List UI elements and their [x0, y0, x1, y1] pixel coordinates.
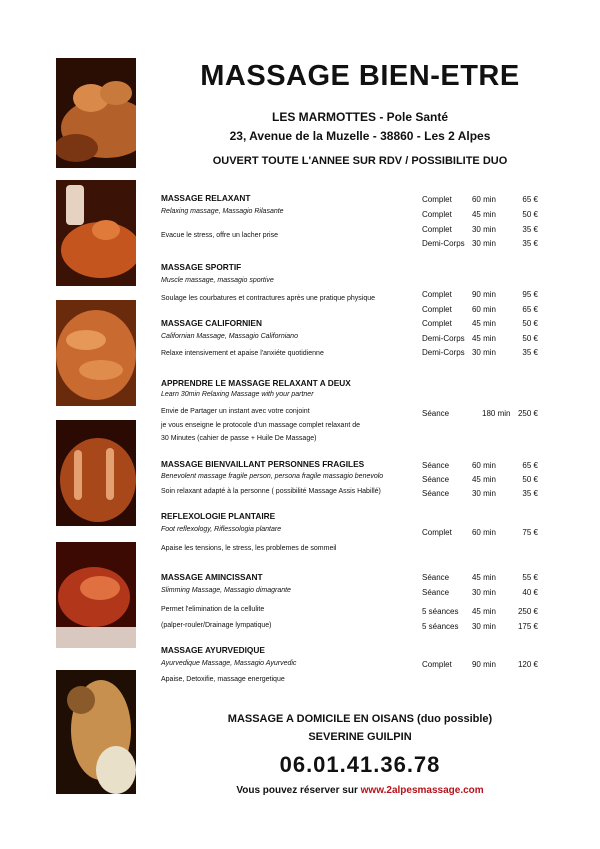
- price-duration: 30 min: [471, 622, 496, 631]
- service-title-fragiles: MASSAGE BIENVAILLANT PERSONNES FRAGILES: [161, 459, 365, 469]
- phone-number: 06.01.41.36.78: [279, 752, 441, 777]
- price-duration: 45 min: [471, 334, 496, 343]
- page-title: MASSAGE BIEN-ETRE: [200, 60, 520, 92]
- photo-hands-massage: [56, 300, 136, 406]
- service-title-sportif: MASSAGE SPORTIF: [161, 262, 242, 272]
- price-amount: 120 €: [517, 660, 538, 669]
- price-amount: 50 €: [522, 210, 538, 219]
- service-desc-californien: Relaxe intensivement et apaise l'anxiéte quotidienne: [161, 350, 324, 357]
- price-type: Complet: [422, 210, 452, 219]
- price-duration: 60 min: [471, 305, 496, 314]
- price-duration: 45 min: [471, 319, 496, 328]
- price-duration: 30 min: [471, 239, 496, 248]
- address-line-1: LES MARMOTTES - Pole Santé: [271, 110, 448, 124]
- home-massage-info: MASSAGE A DOMICILE EN OISANS (duo possible): [227, 713, 493, 725]
- price-duration: 60 min: [471, 461, 496, 470]
- service-subtitle-amincissant: Slimming Massage, Massagio dimagrante: [161, 587, 291, 594]
- photo-shoulder-massage: [56, 542, 136, 648]
- price-type: Séance: [422, 573, 450, 582]
- service-desc-relaxant: Evacue le stress, offre un lacher prise: [161, 232, 278, 239]
- price-type: Demi-Corps: [422, 334, 465, 343]
- price-type: 5 séances: [422, 607, 459, 616]
- price-amount: 55 €: [522, 573, 538, 582]
- price-duration: 30 min: [471, 225, 496, 234]
- reservation-text: Vous pouvez réserver sur: [236, 785, 358, 796]
- price-amount: 175 €: [517, 622, 538, 631]
- price-duration: 90 min: [471, 290, 496, 299]
- service-title-relaxant: MASSAGE RELAXANT: [161, 193, 251, 203]
- service-subtitle-deux: Learn 30min Relaxing Massage with your partner: [161, 391, 314, 398]
- price-amount: 35 €: [522, 489, 538, 498]
- service-desc-sportif: Soulage les courbatures et contractures après une pratique physique: [161, 295, 376, 302]
- price-duration: 180 min: [482, 409, 511, 418]
- price-type: Complet: [422, 319, 452, 328]
- price-amount: 35 €: [522, 239, 538, 248]
- service-title-ayurvedique: MASSAGE AYURVEDIQUE: [161, 645, 265, 655]
- service-subtitle-californien: Californian Massage, Massagio Californiano: [161, 333, 298, 340]
- service-title-californien: MASSAGE CALIFORNIEN: [161, 318, 262, 328]
- service-title-reflexo: REFLEXOLOGIE PLANTAIRE: [161, 511, 276, 521]
- service-desc-amincissant-2: (palper-rouler/Drainage lympatique): [161, 622, 272, 629]
- price-type: Complet: [422, 195, 452, 204]
- website-link[interactable]: www.2alpesmassage.com: [360, 785, 484, 796]
- service-desc-deux-2: je vous enseigne le protocole d'un massage complet relaxant de: [161, 422, 361, 429]
- price-amount: 40 €: [522, 588, 538, 597]
- price-type: Complet: [422, 305, 452, 314]
- service-title-deux: APPRENDRE LE MASSAGE RELAXANT A DEUX: [161, 378, 351, 388]
- reservation-line: [150, 785, 570, 796]
- price-duration: 45 min: [471, 573, 496, 582]
- service-subtitle-relaxant: Relaxing massage, Massagio Rilasante: [161, 208, 284, 215]
- service-subtitle-reflexo: Foot reflexology, Riflessologia plantare: [161, 526, 282, 533]
- price-duration: 45 min: [471, 475, 496, 484]
- price-amount: 65 €: [522, 195, 538, 204]
- price-amount: 95 €: [522, 290, 538, 299]
- service-subtitle-ayurvedique: Ayurvedique Massage, Massagio Ayurvedic: [161, 660, 297, 667]
- price-duration: 30 min: [471, 348, 496, 357]
- price-amount: 250 €: [517, 409, 538, 418]
- price-amount: 65 €: [522, 305, 538, 314]
- price-duration: 90 min: [471, 660, 496, 669]
- price-duration: 60 min: [471, 195, 496, 204]
- price-amount: 50 €: [522, 319, 538, 328]
- photo-ayurvedic: [56, 670, 136, 794]
- service-subtitle-fragiles: Benevolent massage fragile person, persona fragile massagio benevolo: [161, 473, 384, 480]
- service-desc-amincissant-1: Permet l'elimination de la cellulite: [161, 606, 265, 613]
- price-amount: 35 €: [522, 225, 538, 234]
- price-type: Demi-Corps: [422, 348, 465, 357]
- address-line-2: 23, Avenue de la Muzelle - 38860 - Les 2 Alpes: [229, 129, 491, 143]
- price-type: Séance: [422, 588, 450, 597]
- price-duration: 30 min: [471, 489, 496, 498]
- service-subtitle-sportif: Muscle massage, massagio sportive: [161, 277, 274, 284]
- service-desc-deux-3: 30 Minutes (cahier de passe + Huile De Massage): [161, 435, 317, 442]
- price-amount: 35 €: [522, 348, 538, 357]
- price-type: Complet: [422, 660, 452, 669]
- service-desc-fragiles: Soin relaxant adapté à la personne ( possibilité Massage Assis Habillé): [161, 488, 381, 495]
- price-amount: 65 €: [522, 461, 538, 470]
- price-type: Séance: [422, 475, 450, 484]
- photo-back-strokes: [56, 420, 136, 526]
- photo-oil-bottle: [56, 180, 136, 286]
- service-desc-deux-1: Envie de Partager un instant avec votre conjoint: [161, 408, 310, 415]
- opening-info: OUVERT TOUTE L'ANNEE SUR RDV / POSSIBILITE DUO: [212, 155, 508, 167]
- service-title-amincissant: MASSAGE AMINCISSANT: [161, 572, 263, 582]
- photo-back-massage: [56, 58, 136, 168]
- price-type: Séance: [422, 489, 450, 498]
- price-amount: 250 €: [517, 607, 538, 616]
- practitioner-name: SEVERINE GUILPIN: [308, 731, 412, 743]
- price-duration: 30 min: [471, 588, 496, 597]
- price-amount: 75 €: [522, 528, 538, 537]
- price-type: Demi-Corps: [422, 239, 465, 248]
- service-desc-reflexo: Apaise les tensions, le stress, les problemes de sommeil: [161, 545, 337, 552]
- price-type: Séance: [422, 409, 450, 418]
- price-type: Complet: [422, 225, 452, 234]
- price-type: 5 séances: [422, 622, 459, 631]
- price-type: Complet: [422, 290, 452, 299]
- price-duration: 45 min: [471, 607, 496, 616]
- price-type: Séance: [422, 461, 450, 470]
- price-amount: 50 €: [522, 475, 538, 484]
- service-desc-ayurvedique: Apaise, Detoxifie, massage energetique: [161, 676, 285, 683]
- price-type: Complet: [422, 528, 452, 537]
- price-amount: 50 €: [522, 334, 538, 343]
- price-duration: 45 min: [471, 210, 496, 219]
- price-duration: 60 min: [471, 528, 496, 537]
